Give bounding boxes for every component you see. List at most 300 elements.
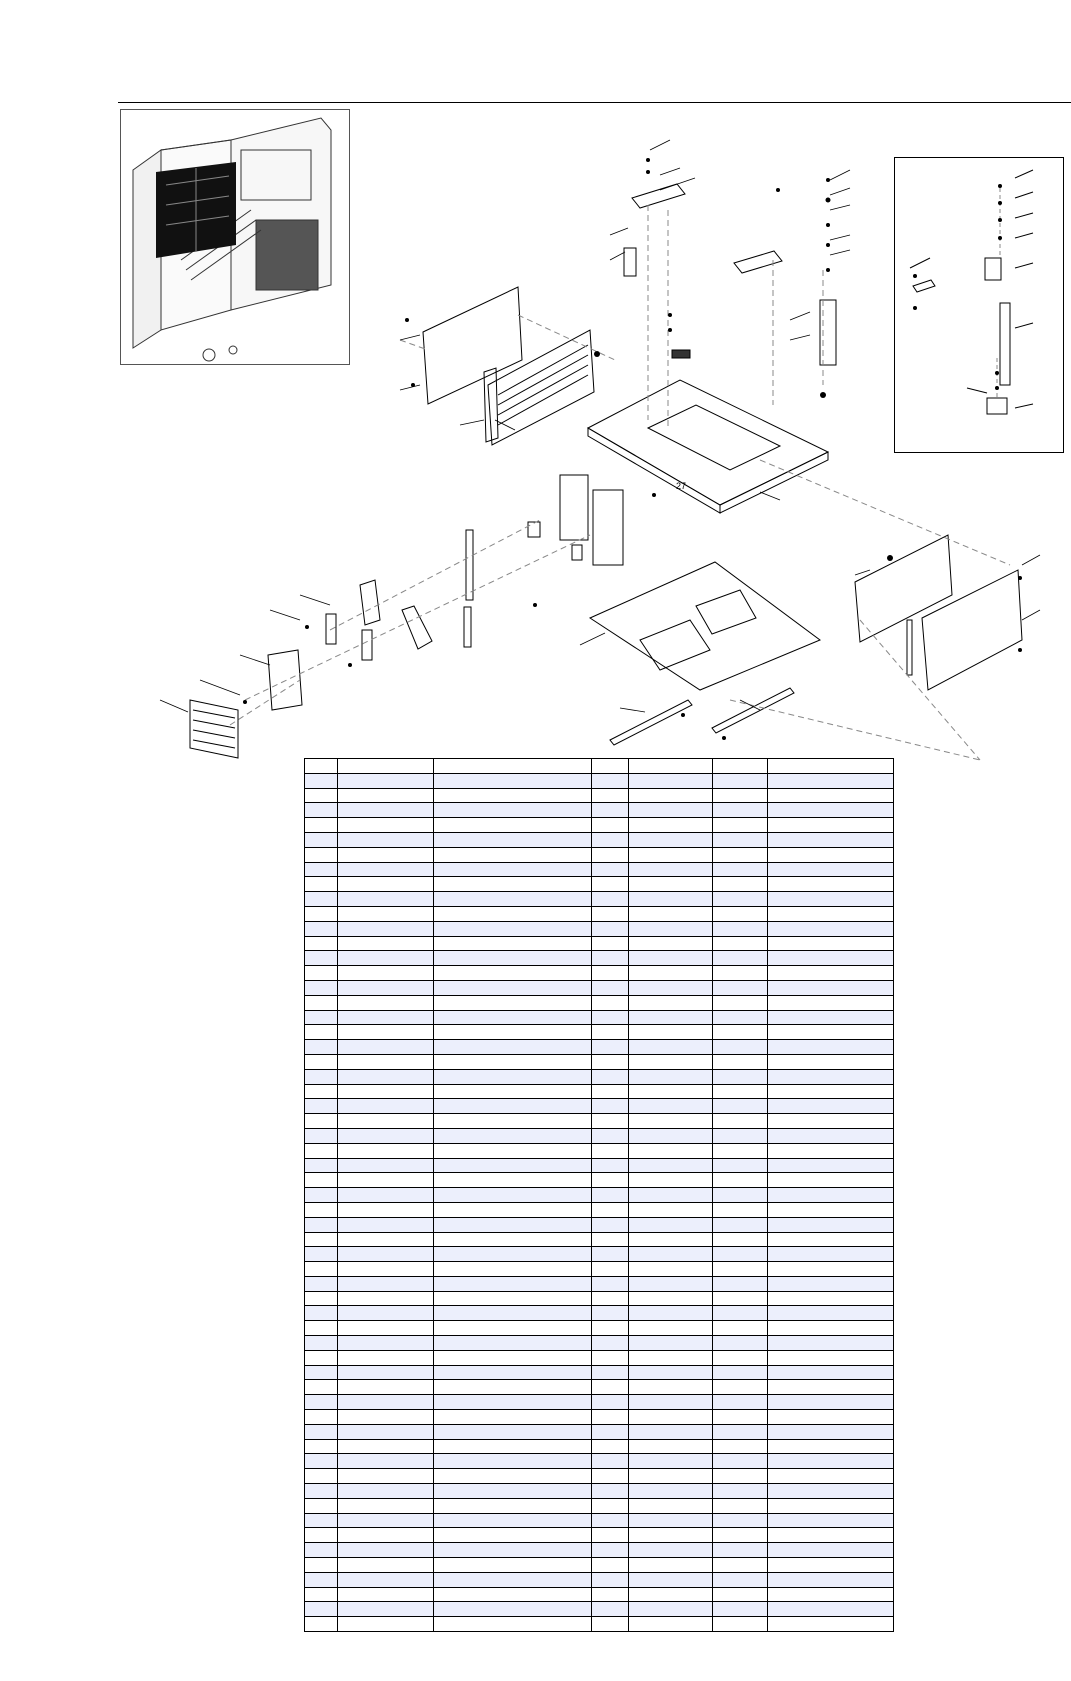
table-cell [629,1395,713,1410]
table-cell [713,1617,768,1632]
table-cell [713,980,768,995]
table-row [305,1114,894,1129]
table-row [305,818,894,833]
table-cell [713,1572,768,1587]
table-cell [768,1365,894,1380]
table-cell [629,1336,713,1351]
table-cell [305,951,338,966]
table-cell [713,1410,768,1425]
table-cell [629,1484,713,1499]
table-row [305,1558,894,1573]
callout-27: 27 [676,481,687,491]
table-cell [305,1617,338,1632]
table-cell [629,1099,713,1114]
table-cell [768,1410,894,1425]
table-cell [434,832,592,847]
table-header-row [305,759,894,774]
table-cell [305,1543,338,1558]
table-cell [434,1202,592,1217]
table-cell [434,966,592,981]
table-cell [768,951,894,966]
table-cell [768,1306,894,1321]
table-cell [713,1128,768,1143]
table-row [305,1602,894,1617]
table-cell [305,1025,338,1040]
table-cell [713,1558,768,1573]
inset-bracket [987,398,1007,414]
table-cell [768,1587,894,1602]
table-cell [305,1291,338,1306]
table-cell [629,1469,713,1484]
table-cell [768,862,894,877]
inset-hinge [985,258,1001,280]
table-cell [434,1158,592,1173]
table-cell [629,1365,713,1380]
table-cell [305,1558,338,1573]
table-cell [592,1025,629,1040]
hinge-bracket [820,300,836,365]
table-cell [434,892,592,907]
table-cell [338,1602,434,1617]
table-row [305,1188,894,1203]
table-row [305,773,894,788]
table-cell [592,1040,629,1055]
table-cell [629,1424,713,1439]
table-cell [713,1232,768,1247]
table-cell [713,1321,768,1336]
table-cell [629,1114,713,1129]
table-cell [434,1247,592,1262]
table-cell [629,1291,713,1306]
table-cell [305,818,338,833]
table-cell [434,1498,592,1513]
table-cell [434,1025,592,1040]
table-cell [768,1484,894,1499]
table-cell [713,1040,768,1055]
table-row [305,1202,894,1217]
table-cell [592,1365,629,1380]
table-cell [629,966,713,981]
table-cell [629,1439,713,1454]
table-cell [592,995,629,1010]
table-row [305,1262,894,1277]
table-cell [768,1025,894,1040]
table-cell [305,1114,338,1129]
table-row [305,1321,894,1336]
table-cell [338,966,434,981]
table-cell [768,832,894,847]
table-cell [768,1069,894,1084]
table-cell [305,1395,338,1410]
table-cell [305,966,338,981]
table-cell [338,862,434,877]
table-cell [338,1365,434,1380]
table-cell [434,1010,592,1025]
table-cell [338,1395,434,1410]
table-cell [713,1587,768,1602]
table-cell [338,1143,434,1158]
table-cell [768,1424,894,1439]
table-cell [592,1054,629,1069]
table-cell [434,1543,592,1558]
table-cell [338,1010,434,1025]
table-cell [592,1099,629,1114]
table-cell [434,773,592,788]
table-cell [768,1469,894,1484]
table-cell [338,847,434,862]
table-cell [592,1128,629,1143]
table-cell [592,1158,629,1173]
table-row [305,1484,894,1499]
table-row [305,1291,894,1306]
table-cell [338,1321,434,1336]
table-cell [768,936,894,951]
table-cell [305,1099,338,1114]
table-cell [434,1336,592,1351]
table-cell [768,1454,894,1469]
table-cell [305,1262,338,1277]
table-cell [713,1188,768,1203]
table-row [305,1587,894,1602]
table-cell [338,892,434,907]
table-cell [338,951,434,966]
table-cell [592,1188,629,1203]
table-cell [592,921,629,936]
table-cell [629,1617,713,1632]
table-cell [592,1587,629,1602]
table-cell [713,1173,768,1188]
table-cell [305,906,338,921]
table-cell [629,980,713,995]
table-cell [434,847,592,862]
table-cell [768,818,894,833]
table-row [305,921,894,936]
table-row [305,1143,894,1158]
table-cell [305,1217,338,1232]
table-cell [768,921,894,936]
table-cell [768,1513,894,1528]
table-cell [768,1395,894,1410]
table-cell [592,788,629,803]
table-cell [713,995,768,1010]
table-cell [768,1054,894,1069]
table-cell [338,773,434,788]
table-row [305,1276,894,1291]
table-cell [305,1084,338,1099]
table-cell [305,1143,338,1158]
stand-bracket [624,248,636,276]
table-cell [305,1587,338,1602]
table-cell [713,1010,768,1025]
table-cell [629,788,713,803]
table-cell [592,847,629,862]
table-cell [768,1543,894,1558]
table-cell [338,980,434,995]
table-row [305,832,894,847]
table-cell [629,1040,713,1055]
table-cell [305,995,338,1010]
table-cell [434,1084,592,1099]
parts-list-table [304,758,894,1632]
table-row [305,1617,894,1632]
table-row [305,1469,894,1484]
table-cell [305,1469,338,1484]
table-cell [434,936,592,951]
table-cell [434,759,592,774]
square-plate [268,650,302,710]
table-cell [338,1217,434,1232]
table-cell [592,877,629,892]
table-cell [338,1054,434,1069]
table-cell [592,1217,629,1232]
table-cell [305,877,338,892]
table-cell [338,1276,434,1291]
table-cell [713,1247,768,1262]
table-cell [768,803,894,818]
table-cell [629,1010,713,1025]
table-row [305,1173,894,1188]
table-cell [305,1410,338,1425]
table-cell [338,832,434,847]
table-cell [305,1572,338,1587]
table-cell [713,966,768,981]
table-row [305,1365,894,1380]
table-cell [338,1454,434,1469]
table-cell [305,1439,338,1454]
table-cell [338,1128,434,1143]
table-cell [592,832,629,847]
table-cell [434,1114,592,1129]
table-cell [629,1587,713,1602]
table-cell [713,862,768,877]
table-cell [434,803,592,818]
table-row [305,1054,894,1069]
table-cell [629,921,713,936]
table-row [305,847,894,862]
table-cell [713,1143,768,1158]
table-cell [713,877,768,892]
table-cell [434,1528,592,1543]
table-cell [768,1173,894,1188]
table-cell [434,818,592,833]
table-cell [592,1558,629,1573]
table-cell [768,1188,894,1203]
table-cell [338,1528,434,1543]
table-cell [305,1188,338,1203]
table-cell [713,1069,768,1084]
table-cell [592,1543,629,1558]
table-cell [629,1602,713,1617]
table-cell [305,1602,338,1617]
table-cell [629,818,713,833]
table-cell [338,1558,434,1573]
table-cell [434,1395,592,1410]
table-cell [713,1498,768,1513]
table-cell [768,1617,894,1632]
table-cell [768,1321,894,1336]
table-cell [629,759,713,774]
table-cell [713,936,768,951]
table-cell [629,1173,713,1188]
table-cell [629,1247,713,1262]
table-cell [592,1380,629,1395]
table-cell [434,1410,592,1425]
table-cell [338,1232,434,1247]
table-cell [434,877,592,892]
table-cell [434,1143,592,1158]
table-cell [629,1410,713,1425]
detail-inset-drawing [895,158,1063,452]
table-cell [629,1321,713,1336]
table-cell [434,1040,592,1055]
table-cell [592,1262,629,1277]
table-cell [768,1602,894,1617]
table-row [305,1572,894,1587]
table-cell [338,759,434,774]
table-cell [713,1306,768,1321]
table-cell [338,1084,434,1099]
table-cell [338,936,434,951]
table-cell [768,1558,894,1573]
table-cell [338,1173,434,1188]
bar-1 [466,530,473,600]
block-1 [528,522,540,537]
table-cell [592,1084,629,1099]
table-cell [629,1350,713,1365]
table-cell [713,1217,768,1232]
latch-1 [360,580,380,625]
table-row [305,892,894,907]
table-cell [713,847,768,862]
table-row [305,1158,894,1173]
table-cell [713,1262,768,1277]
table-cell [713,1025,768,1040]
table-cell [713,803,768,818]
table-cell [713,1350,768,1365]
table-cell [629,1128,713,1143]
table-row [305,862,894,877]
table-cell [592,1069,629,1084]
table-cell [629,1054,713,1069]
table-cell [629,1572,713,1587]
table-row [305,1439,894,1454]
table-cell [434,1380,592,1395]
top-tray [588,380,828,505]
table-cell [592,1602,629,1617]
table-cell [305,788,338,803]
table-cell [305,1173,338,1188]
table-cell [768,847,894,862]
table-cell [768,1439,894,1454]
table-cell [338,995,434,1010]
table-cell [713,1513,768,1528]
table-cell [305,1424,338,1439]
table-cell [338,1469,434,1484]
table-cell [305,773,338,788]
table-cell [768,1010,894,1025]
table-cell [434,1188,592,1203]
table-row [305,995,894,1010]
table-row [305,951,894,966]
table-row [305,803,894,818]
bracket-b [593,490,623,565]
table-cell [305,892,338,907]
table-cell [629,936,713,951]
table-cell [592,1513,629,1528]
table-cell [434,1513,592,1528]
bottom-plate [590,562,820,690]
table-cell [434,1173,592,1188]
table-cell [629,803,713,818]
table-row [305,1454,894,1469]
inset-bar [1000,303,1010,385]
table-cell [338,1069,434,1084]
table-cell [713,1276,768,1291]
table-cell [592,1010,629,1025]
table-row [305,877,894,892]
table-row [305,1232,894,1247]
inset-pin [913,280,935,292]
table-cell [713,1291,768,1306]
table-cell [434,1469,592,1484]
table-row [305,936,894,951]
table-cell [305,1498,338,1513]
right-strip [907,620,912,675]
table-cell [592,1498,629,1513]
table-cell [629,1084,713,1099]
table-cell [768,1350,894,1365]
table-cell [305,936,338,951]
table-cell [768,788,894,803]
table-cell [629,1217,713,1232]
table-cell [629,1528,713,1543]
table-cell [434,1321,592,1336]
table-cell [338,1336,434,1351]
table-cell [305,1350,338,1365]
table-cell [713,1602,768,1617]
table-cell [592,1395,629,1410]
table-cell [305,1010,338,1025]
table-cell [434,1439,592,1454]
table-cell [629,1143,713,1158]
table-cell [768,1232,894,1247]
table-cell [592,951,629,966]
table-cell [434,1306,592,1321]
table-row [305,1069,894,1084]
table-cell [713,818,768,833]
table-cell [592,906,629,921]
table-cell [592,759,629,774]
table-cell [338,1572,434,1587]
table-cell [629,1513,713,1528]
table-cell [338,1114,434,1129]
table-cell [768,1128,894,1143]
table-cell [305,1484,338,1499]
table-cell [592,862,629,877]
table-cell [434,995,592,1010]
table-cell [338,1099,434,1114]
table-cell [768,1528,894,1543]
table-cell [629,862,713,877]
table-cell [592,936,629,951]
table-cell [592,1350,629,1365]
table-cell [713,892,768,907]
table-cell [592,1232,629,1247]
table-cell [338,803,434,818]
table-cell [338,1543,434,1558]
table-cell [592,803,629,818]
table-cell [592,1424,629,1439]
